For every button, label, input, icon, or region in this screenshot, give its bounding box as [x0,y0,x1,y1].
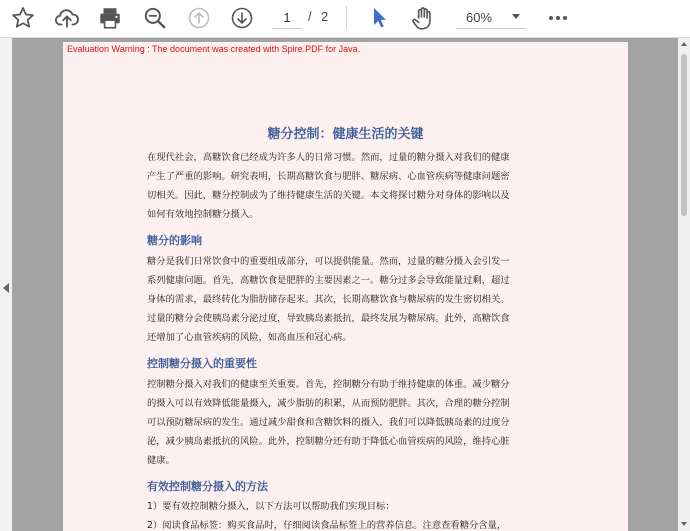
text-line: 糖分是我们日常饮食中的重要组成部分，可以提供能量。然而，过量的糖分摄入会引发一 [147,256,510,267]
vertical-scrollbar[interactable] [678,38,690,531]
scrollbar-thumb[interactable] [681,54,687,216]
section-heading: 控制糖分摄入的重要性 [147,357,257,370]
more-icon [546,6,570,30]
next-page-button[interactable] [226,3,258,33]
chevron-left-icon [3,283,9,293]
bookmark-star-button[interactable] [7,3,39,33]
text-line: 控制糖分摄入对我们的健康至关重要。首先，控制糖分有助于维持健康的体重。减少糖分 [147,379,510,390]
select-tool-button[interactable] [363,3,395,33]
chevron-down-icon [512,14,520,19]
zoom-out-button[interactable] [139,3,171,33]
section-paragraph [147,252,547,347]
text-line: 身体的需求，最终转化为脂肪储存起来。其次，长期高糖饮食与糖尿病的发生密切相关。 [147,294,510,305]
text-line: 1）要有效控制糖分摄入，以下方法可以帮助我们实现目标： [147,501,395,512]
toolbar-divider [346,6,347,30]
print-button[interactable] [94,3,126,33]
scroll-down-icon[interactable] [681,522,687,526]
zoom-value: 60% [466,10,493,25]
text-line: 健康。 [147,455,175,466]
arrow-up-icon [187,6,211,30]
total-pages: 2 [321,9,329,24]
hand-icon [410,5,436,31]
star-icon [10,5,36,31]
text-line: 泌，减少胰岛素抵抗的风险。此外，控制糖分还有助于降低心血管疾病的风险，维持心脏 [147,436,510,447]
document-viewer [0,38,690,531]
text-line: 系列健康问题。首先，高糖饮食是肥胖的主要因素之一。糖分过多会导致能量过剩，超过 [147,275,510,286]
section-paragraph [147,497,547,531]
text-line: 可以预防糖尿病的发生。通过减少甜食和含糖饮料的摄入，我们可以降低胰岛素的过度分 [147,417,510,428]
scroll-up-icon[interactable] [681,42,687,46]
more-options-button[interactable] [542,3,574,33]
zoom-select[interactable] [456,5,526,29]
section-heading: 糖分的影响 [147,234,202,247]
text-line: 如何有效地控制糖分摄入。 [147,209,259,220]
upload-button[interactable] [51,3,83,33]
text-line: 的摄入可以有效降低能量摄入，减少脂肪的积累，从而预防肥胖。其次，合理的糖分控制 [147,398,510,409]
page-separator: / [308,9,312,24]
evaluation-warning: Evaluation Warning : The document was created with Spire.PDF for Java. [67,44,361,54]
pointer-icon [368,6,390,30]
page-number-input[interactable] [272,6,302,29]
text-line: 过量的糖分会使胰岛素分泌过度，导致胰岛素抵抗，最终发展为糖尿病。此外，高糖饮食 [147,313,510,324]
text-line: 在现代社会，高糖饮食已经成为许多人的日常习惯。然而，过量的糖分摄入对我们的健康 [147,152,510,163]
arrow-down-icon [230,6,254,30]
text-line: 切相关。因此，糖分控制成为了维持健康生活的关键。本文将探讨糖分对身体的影响以及 [147,190,510,201]
text-line: 2）阅读食品标签：购买食品时，仔细阅读食品标签上的营养信息。注意查看糖分含量， [147,520,507,531]
text-line: 产生了严重的影响。研究表明，长期高糖饮食与肥胖、糖尿病、心血管疾病等健康问题密 [147,171,510,182]
zoom-out-icon [142,5,168,31]
toolbar [0,0,690,38]
previous-page-button[interactable] [183,3,215,33]
document-title: 糖分控制：健康生活的关键 [267,127,424,142]
section-heading: 有效控制糖分摄入的方法 [147,480,268,493]
intro-paragraph [147,148,547,224]
page-canvas[interactable] [12,38,678,531]
hand-tool-button[interactable] [407,3,439,33]
printer-icon [97,5,123,31]
text-line: 还增加了心血管疾病的风险，如高血压和冠心病。 [147,332,352,343]
cloud-upload-icon [54,5,80,31]
sidebar-toggle[interactable] [0,38,12,531]
section-paragraph [147,375,547,470]
pdf-page [63,42,628,531]
